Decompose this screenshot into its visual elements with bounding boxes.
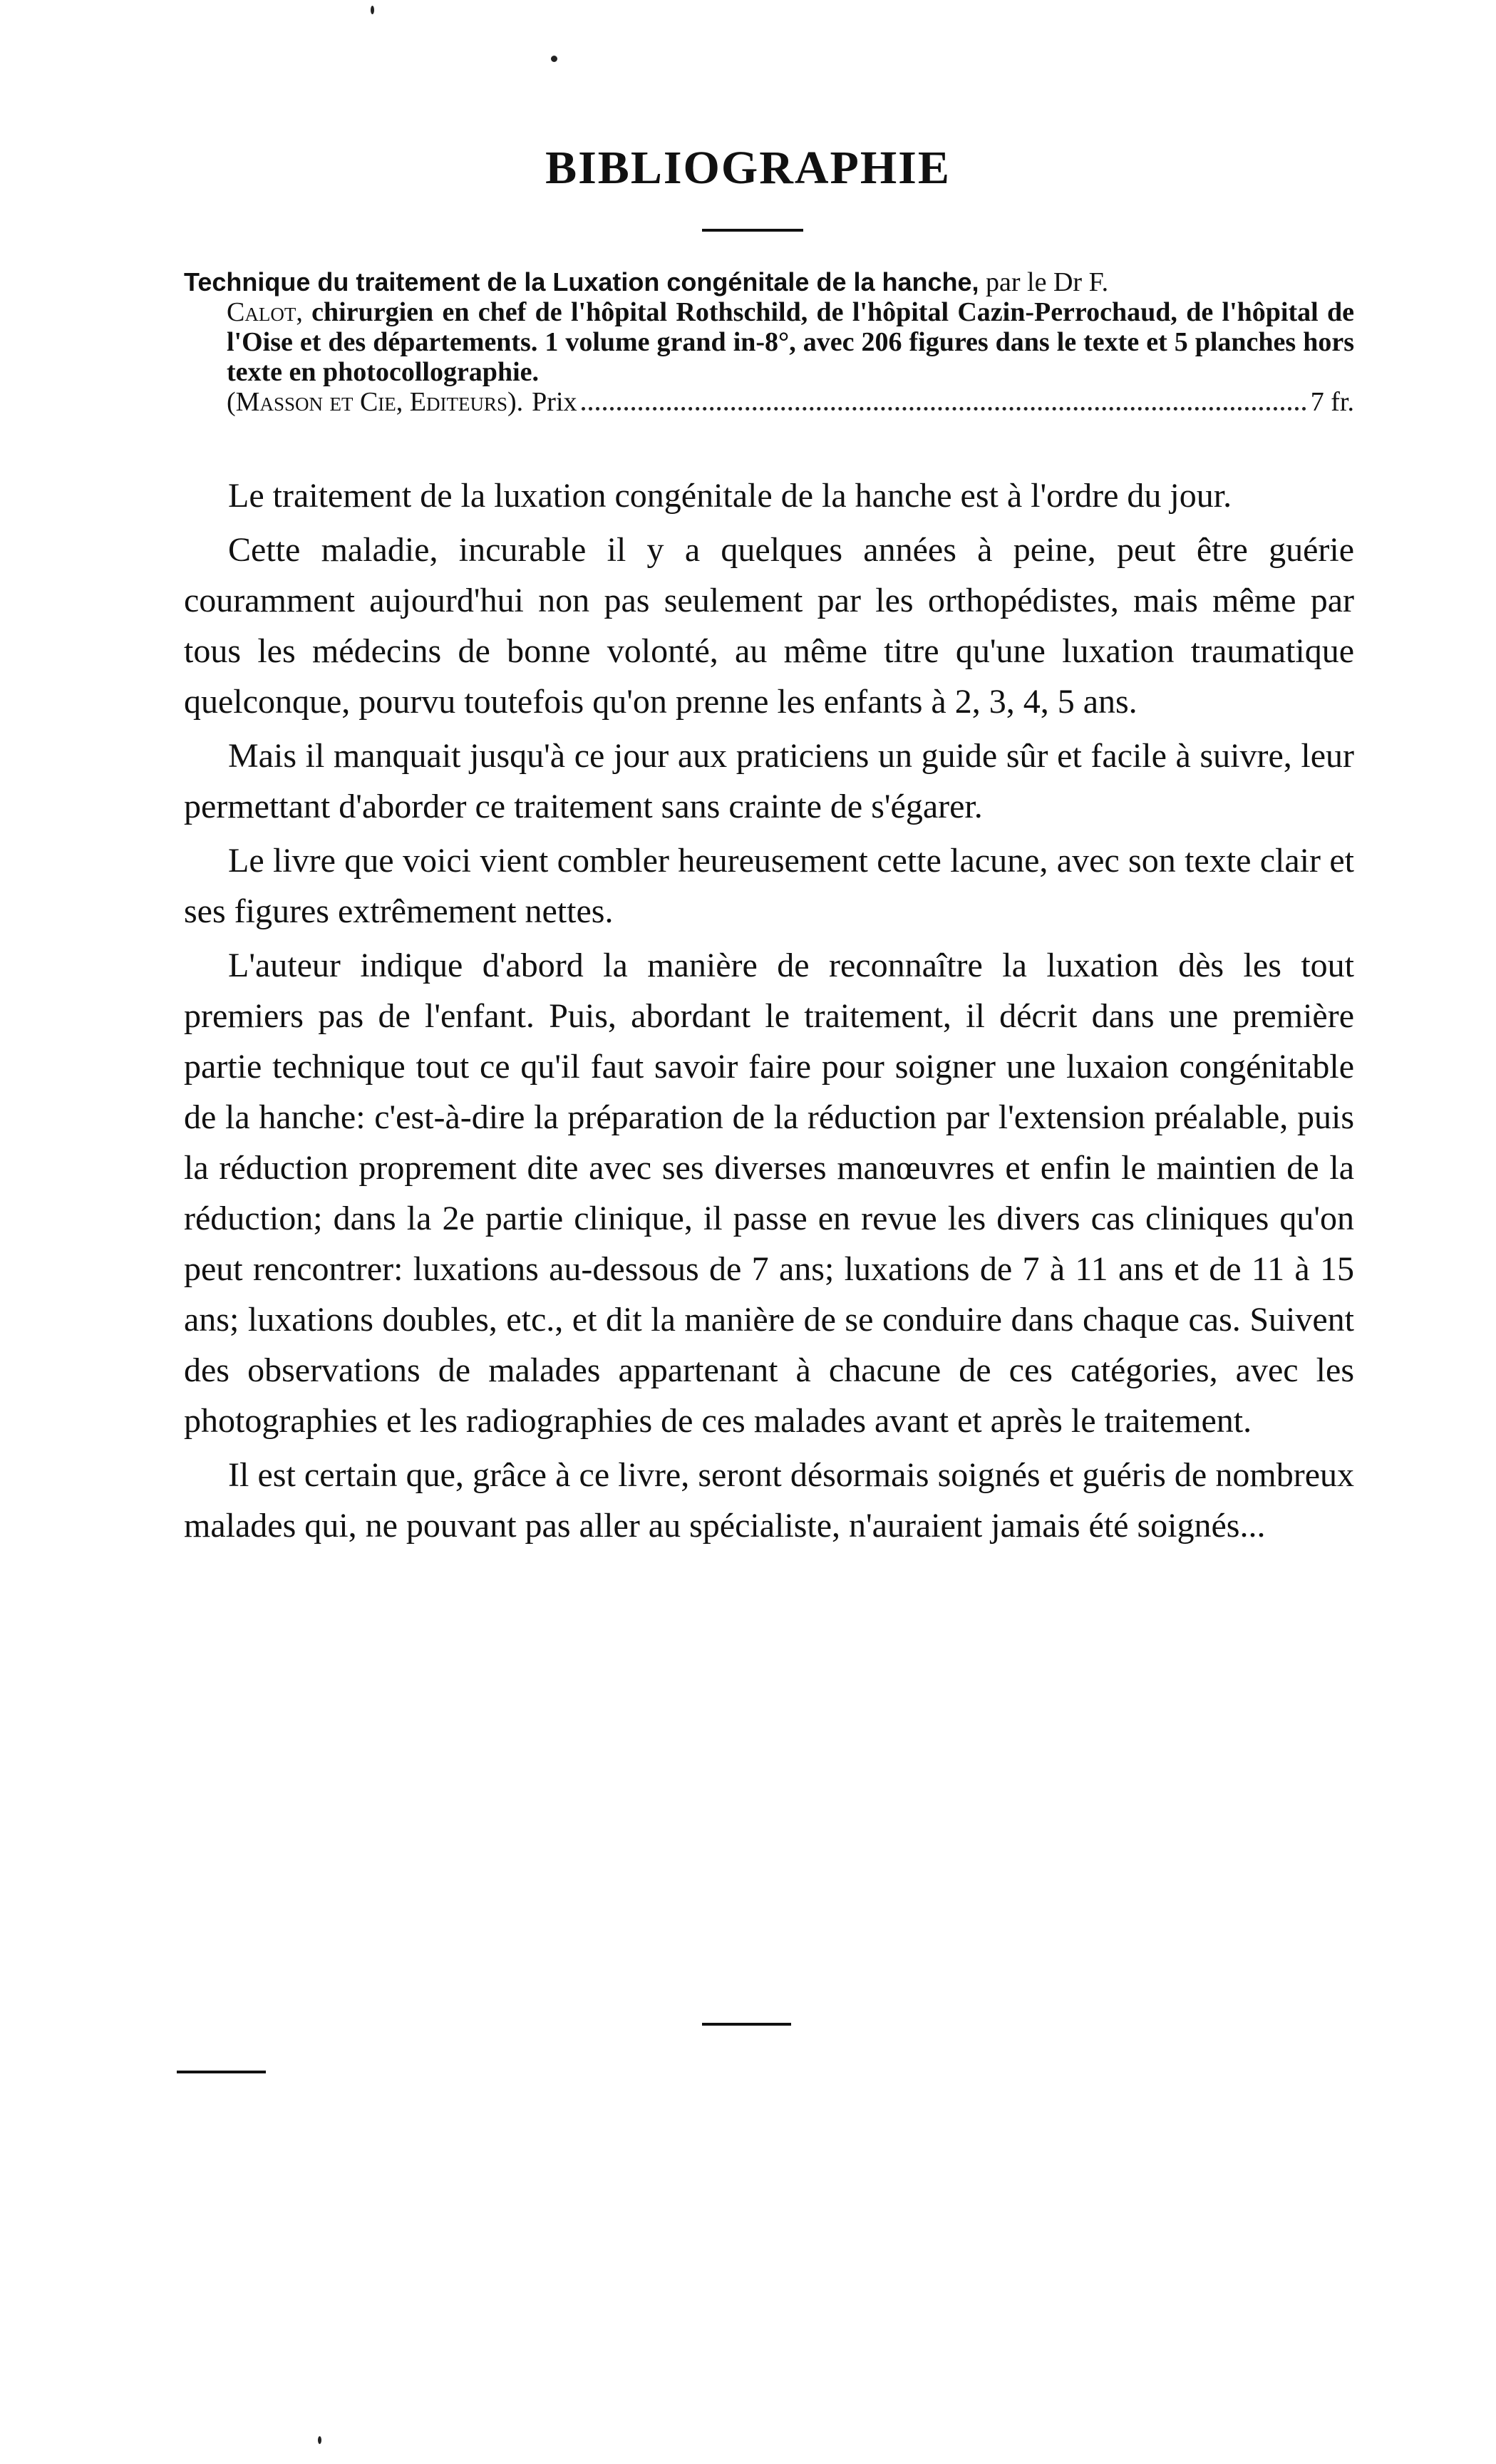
book-title: Technique du traitement de la Luxation congénitale de la hanche,: [184, 267, 979, 297]
book-price: 7 fr.: [1310, 387, 1354, 417]
book-publisher: (Masson et Cie, Editeurs).: [227, 387, 524, 417]
footnote-rule: [177, 2071, 266, 2073]
review-paragraph: Mais il manquait jusqu'à ce jour aux praticiens un guide sûr et facile à suivre, leur permettant d'aborder ce traitement sans crainte de s'égarer.: [184, 737, 1354, 825]
price-leader-dots: [582, 407, 1306, 411]
print-speck: [371, 6, 374, 14]
book-details: chirurgien en chef de l'hôpital Rothschild, de l'hôpital Cazin-Perrochaud, de l'hôpital de l'Oise et des départements. 1 volume grand in-8°, avec 206 figures dans le texte et 5 planches hors texte en photocollographie.: [227, 297, 1354, 387]
closing-rule: [702, 2023, 791, 2026]
reference-body: [184, 297, 1354, 387]
review-paragraph: Le livre que voici vient combler heureusement cette lacune, avec son texte clair et ses figures extrêmement nettes.: [184, 842, 1354, 930]
review-paragraph: L'auteur indique d'abord la manière de reconnaître la luxation dès les tout premiers pas de l'enfant. Puis, abordant le traitement, il décrit dans une première partie technique tout ce qu'il faut savoir faire pour soigner une luxaion congénitable de la hanche: c'est-à-dire la préparation de la réduction par l'extension préalable, puis la réduction proprement dite avec ses diverses manœuvres et enfin le maintien de la réduction; dans la 2e partie clinique, il passe en revue les divers cas cliniques qu'on peut rencontrer: luxations au-dessous de 7 ans; luxations de 7 à 11 ans et de 11 à 15 ans; luxations doubles, etc., et dit la manière de se conduire dans chaque cas. Suivent des observations de malades appartenant à chacune de ces catégories, avec les photographies et les radiographies de ces malades avant et après le traitement.: [184, 947, 1354, 1440]
reference-by: par le Dr F.: [986, 267, 1109, 297]
print-speck: [318, 2436, 321, 2444]
print-speck: [551, 56, 557, 62]
bibliographic-reference: [184, 267, 1354, 417]
heading-rule: [702, 229, 803, 232]
review-paragraph: Cette maladie, incurable il y a quelques années à peine, peut être guérie couramment aujourd'hui non pas seulement par les orthopédistes, mais même par tous les médecins de bonne volonté, au même titre qu'une luxation traumatique quelconque, pourvu toutefois qu'on prenne les enfants à 2, 3, 4, 5 ans.: [184, 531, 1354, 721]
review-paragraph: Il est certain que, grâce à ce livre, seront désormais soignés et guéris de nombreux malades qui, ne pouvant pas aller au spécialiste, n'auraient jamais été soignés...: [184, 1456, 1354, 1545]
price-line: [184, 387, 1354, 417]
review-paragraph: Le traitement de la luxation congénitale de la hanche est à l'ordre du jour.: [228, 477, 1232, 515]
review-text: [184, 470, 1354, 1555]
book-author: Calot,: [227, 297, 303, 327]
page-heading: BIBLIOGRAPHIE: [545, 142, 951, 194]
price-label: Prix: [532, 387, 577, 417]
